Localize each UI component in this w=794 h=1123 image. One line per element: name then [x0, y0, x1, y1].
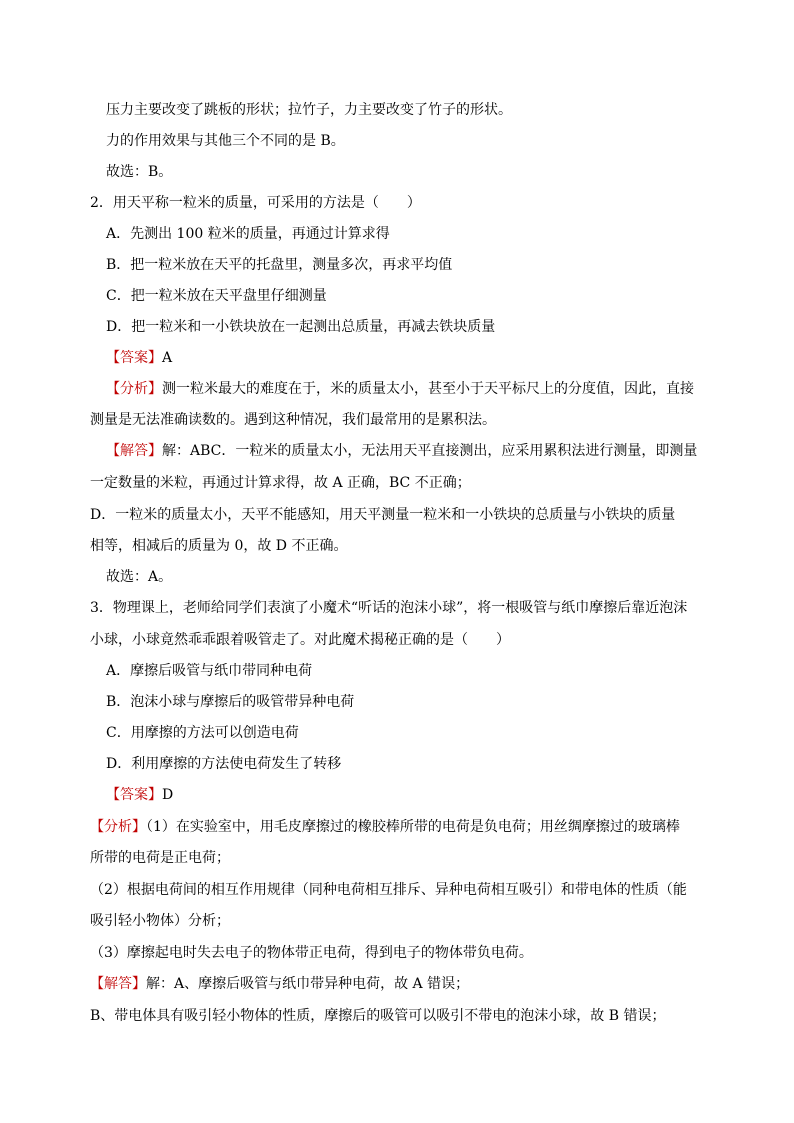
answer-value: D — [162, 787, 174, 803]
solution-tag: 【解答】 — [106, 443, 162, 459]
solution-tag: 【解答】 — [90, 976, 146, 992]
analysis-tag: 【分析】 — [106, 381, 162, 397]
question-3-option-d: D．利用摩擦的方法使电荷发生了转移 — [106, 756, 342, 772]
text-line: 力的作用效果与其他三个不同的是 B。 — [106, 133, 345, 149]
question-2-answer — [106, 348, 172, 368]
question-2-option-a: A．先测出 100 粒米的质量，再通过计算求得 — [106, 226, 390, 242]
analysis-tag: 【分析】 — [90, 819, 146, 835]
text-line: 相等，相减后的质量为 0，故 D 不正确。 — [90, 538, 348, 554]
question-2-option-b: B．把一粒米放在天平的托盘里，测量多次，再求平均值 — [106, 257, 453, 273]
text-line: 一定数量的米粒，再通过计算求得，故 A 正确，BC 不正确； — [90, 475, 471, 491]
text-line: （3）摩擦起电时失去电子的物体带正电荷，得到电子的物体带负电荷。 — [90, 945, 533, 961]
question-3-solution — [90, 974, 469, 994]
question-2-solution — [106, 441, 697, 461]
answer-tag: 【答案】 — [106, 350, 162, 366]
text-line: 测量是无法准确读数的。遇到这种情况，我们最常用的是累积法。 — [90, 412, 496, 428]
question-3-stem-cont: 小球，小球竟然乖乖跟着吸管走了。对此魔术揭秘正确的是（ ） — [90, 632, 510, 648]
analysis-text: （1）在实验室中，用毛皮摩擦过的橡胶棒所带的电荷是负电荷；用丝绸摩擦过的玻璃棒 — [146, 819, 680, 835]
analysis-text: 测一粒米最大的难度在于，米的质量太小，甚至小于天平标尺上的分度值，因此，直接 — [162, 381, 694, 397]
answer-value: A — [162, 350, 173, 366]
question-3-option-b: B．泡沫小球与摩擦后的吸管带异种电荷 — [106, 694, 355, 710]
text-line: 压力主要改变了跳板的形状；拉竹子，力主要改变了竹子的形状。 — [106, 102, 512, 118]
question-3-stem: 3．物理课上，老师给同学们表演了小魔术“听话的泡沫小球”，将一根吸管与纸巾摩擦后靠近泡沫 — [90, 600, 688, 616]
question-2-option-c: C．把一粒米放在天平盘里仔细测量 — [106, 288, 327, 304]
text-line: B、带电体具有吸引轻小物体的性质，摩擦后的吸管可以吸引不带电的泡沫小球，故 B 错误； — [90, 1008, 666, 1024]
text-line: 吸引轻小物体）分析； — [90, 913, 230, 929]
question-2-stem: 2．用天平称一粒米的质量，可采用的方法是（ ） — [90, 195, 421, 211]
question-3-option-a: A．摩擦后吸管与纸巾带同种电荷 — [106, 663, 313, 679]
question-3-option-c: C．用摩擦的方法可以创造电荷 — [106, 725, 299, 741]
question-3-answer — [106, 785, 173, 805]
text-line: （2）根据电荷间的相互作用规律（同种电荷相互排斥、异种电荷相互吸引）和带电体的性质（能 — [90, 882, 687, 898]
text-line: 故选：A。 — [106, 569, 173, 585]
question-2-option-d: D．把一粒米和一小铁块放在一起测出总质量，再减去铁块质量 — [106, 319, 496, 335]
question-3-analysis — [90, 817, 680, 837]
question-2-analysis — [106, 379, 694, 399]
text-line: 所带的电荷是正电荷； — [90, 850, 230, 866]
solution-text: 解：ABC．一粒米的质量太小，无法用天平直接测出，应采用累积法进行测量，即测量 — [162, 443, 698, 459]
answer-tag: 【答案】 — [106, 787, 162, 803]
text-line: 故选：B。 — [106, 164, 173, 180]
text-line: D．一粒米的质量太小，天平不能感知，用天平测量一粒米和一小铁块的总质量与小铁块的质量 — [90, 507, 676, 523]
solution-text: 解：A、摩擦后吸管与纸巾带异种电荷，故 A 错误； — [146, 976, 470, 992]
